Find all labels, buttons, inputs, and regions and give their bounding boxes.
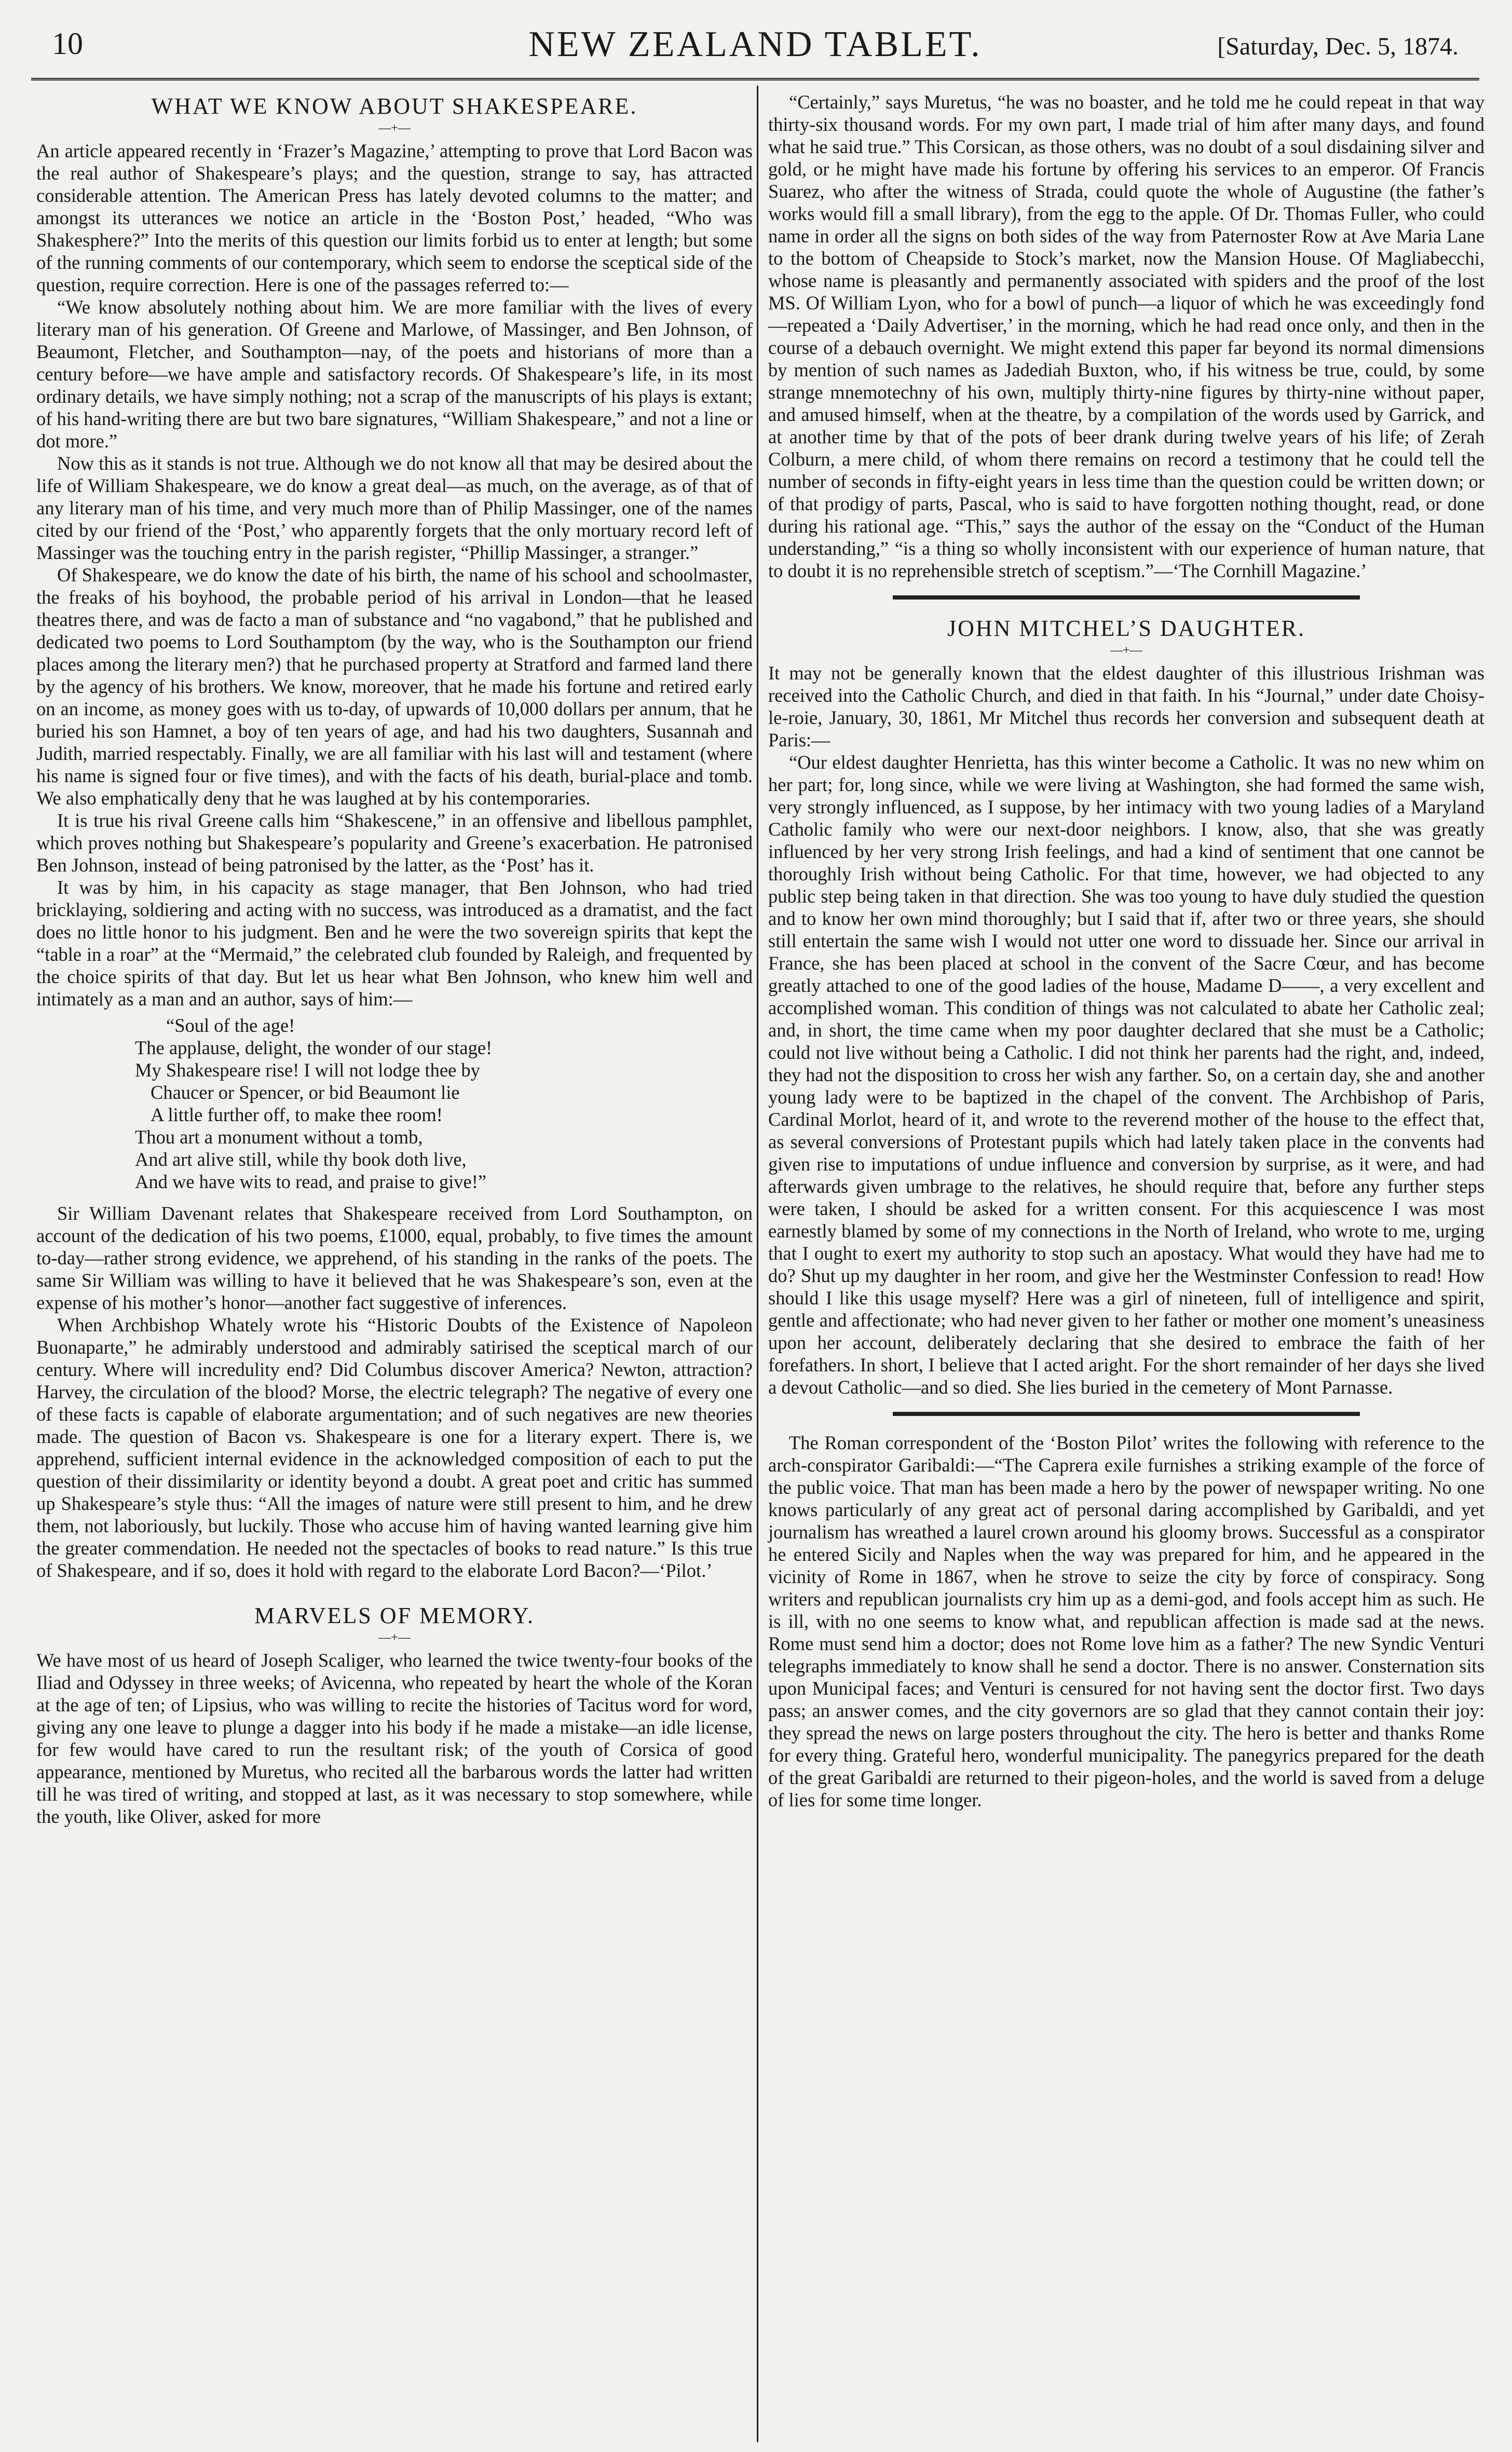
section-ornament: —+— bbox=[1110, 644, 1142, 657]
section-ornament: —+— bbox=[378, 1631, 411, 1644]
poem-line: And art alive still, while thy book doth live, bbox=[135, 1149, 467, 1170]
newspaper-title: NEW ZEALAND TABLET. bbox=[528, 24, 982, 64]
poem-line: The applause, delight, the wonder of our stage! bbox=[135, 1037, 493, 1058]
article-paragraph: It was by him, in his capacity as stage manager, that Ben Johnson, who had tried bricklaying, soldiering and acting with no success, was introduced as a dramatist, and the fact does no little honor to his judgment. Ben and he were the two sovereign spirits that kept the “table in a roar” at the “Mermaid,” the celebrated club founded by Raleigh, and frequented by the choice spirits of that day. But let us hear what Ben Johnson, who knew him well and intimately as a man and an author, says of him:— bbox=[36, 877, 753, 1010]
section-divider bbox=[893, 1412, 1360, 1416]
article-paragraph: “Certainly,” says Muretus, “he was no boaster, and he told me he could repeat in that way thirty-six thousand words. For my own part, I made trial of him after many days, and found what he said true.” This Corsican, as those others, was no doubt of a soul disdaining silver and gold, or he might have made his fortune by offering his services to an emperor. Of Francis Suarez, who after the witness of Strada, could quote the whole of Augustine (the father’s works would fill a small library), from the egg to the apple. Of Dr. Thomas Fuller, who could name in order all the signs on both sides of the way from Paternoster Row at Ave Maria Lane to the bottom of Cheapside to Stock’s market, now the Mansion House. Of Magliabecchi, whose name is pleasantly and permanently associated with spiders and the proof of the lost MS. Of William Lyon, who for a bowl of punch—a liquor of which he was exceedingly fond—repeated a ‘Daily Advertiser,’ in the morning, which he had read once only, and then in the course of a debauch overnight. We might extend this paper far beyond its normal dimensions by mention of such names as Jadediah Buxton, who, if his witness be true, could, by some strange mnemotechny of his own, multiply thirty-nine figures by thirty-nine without paper, and amused himself, when at the theatre, by a compilation of the words used by Garrick, and at another time by that of the pots of beer drank during twelve years of his life; of Zerah Colburn, a mere child, of whom there remains on record a testimony that he could tell the number of seconds in fifty-eight years in less time than the question could be written down; or of that prodigy of parts, Pascal, who is said to have forgotten nothing thought, read, or done during his rational age. “This,” says the author of the essay on the “Conduct of the Human understanding,” “is a thing so wholly inconsistent with our experience of human nature, that to doubt it is no reprehensible stretch of sceptism.”—‘The Cornhill Magazine.’ bbox=[768, 91, 1484, 581]
poem-line: A little further off, to make thee room! bbox=[151, 1104, 443, 1125]
article-paragraph: Now this as it stands is not true. Although we do not know all that may be desired about the life of William Shakespeare, we do know a great deal—as much, on the average, as of that of any literary man of his time, and very much more than of Philip Massinger, one of the names cited by our friend of the ‘Post,’ who apparently forgets that the only mortuary record left of Massinger was the touching entry in the parish register, “Phillip Massinger, a stranger.” bbox=[36, 453, 753, 563]
article-paragraph: The Roman correspondent of the ‘Boston Pilot’ writes the following with reference to the arch-conspirator Garibaldi:—“The Caprera exile furnishes a striking example of the force of the public voice. That man has been made a hero by the power of newspaper writing. No one knows particularly of any great act of personal daring accomplished by Garibaldi, and yet journalism has wreathed a laurel crown around his gloomy brows. Successful as a conspirator he entered Sicily and Naples when the way was prepared for him, and he appeared in the vicinity of Rome in 1867, when he strove to seize the city by force of conspiracy. Song writers and republican journalists cry him up as a demi-god, and fools accept him as such. He is ill, with no one seems to know what, and republican affection is made sad at the news. Rome must send him a doctor; does not Rome love him as a father? The new Syndic Venturi telegraphs immediately to know shall he send a doctor. There is no answer. Consternation sits upon Municipal faces; and Venturi is censured for not having sent the doctor first. Two days pass; an answer comes, and the city governors are so glad that they cannot contain their joy: they spread the news on large posters throughout the city. The hero is better and thanks Rome for every thing. Grateful hero, wonderful municipality. The panegyrics prepared for the death of the great Garibaldi are returned to their pigeon-holes, and the world is saved from a deluge of lies for some time longer. bbox=[768, 1432, 1484, 1810]
poem-line: “Soul of the age! bbox=[166, 1015, 295, 1036]
poem-line: Chaucer or Spencer, or bid Beaumont lie bbox=[151, 1082, 460, 1103]
article-paragraph: An article appeared recently in ‘Frazer’s Magazine,’ attempting to prove that Lord Bacon was the real author of Shakespeare’s plays; and the question, strange to say, has attracted considerable attention. The American Press has lately devoted columns to the matter; and amongst its utterances we notice an article in the ‘Boston Post,’ headed, “Who was Shakesphere?” Into the merits of this question our limits forbid us to enter at length; but some of the running comments of our contemporary, which seem to endorse the sceptical side of the question, require correction. Here is one of the passages referred to:— bbox=[36, 140, 753, 295]
article-title-memory: MARVELS OF MEMORY. bbox=[254, 1603, 535, 1628]
article-paragraph: Sir William Davenant relates that Shakespeare received from Lord Southampton, on account of the dedication of his two poems, £1000, equal, probably, to five times the amount to-day—rather strong evidence, we apprehend, of his standing in the ranks of the poets. The same Sir William was willing to have it believed that he was Shakespeare’s son, even at the expense of his mother’s honor—another fact suggestive of inferences. bbox=[36, 1203, 753, 1313]
right-column bbox=[768, 91, 1484, 1811]
article-paragraph: It is true his rival Greene calls him “Shakescene,” in an offensive and libellous pamphlet, which proves nothing but Shakespeare’s popularity and Greene’s exacerbation. He patronised Ben Johnson, instead of being patronised by the latter, as the ‘Post’ has it. bbox=[36, 810, 753, 876]
poem-line: And we have wits to read, and praise to give!” bbox=[135, 1171, 487, 1192]
left-column bbox=[36, 91, 753, 1828]
page-number: 10 bbox=[52, 26, 83, 61]
issue-date: [Saturday, Dec. 5, 1874. bbox=[1217, 33, 1459, 60]
article-paragraph: When Archbishop Whately wrote his “Historic Doubts of the Existence of Napoleon Buonaparte,” he admirably understood and admirably satirised the sceptical march of our century. Where will incredulity end? Did Columbus discover America? Newton, attraction? Harvey, the circulation of the blood? Morse, the electric telegraph? The negative of every one of these facts is capable of elaborate argumentation; and of such negatives are new theories made. The question of Bacon vs. Shakespeare is one for a literary expert. There is, we apprehend, sufficient internal evidence in the acknowledged composition of each to put the question of their dissimilarity or identity beyond a doubt. A great poet and critic has summed up Shakespeare’s style thus: “All the images of nature were still present to him, and he drew them, not laboriously, but luckily. Those who accuse him of having wanted learning give him the greater commendation. He needed not the spectacles of books to read nature.” Is this true of Shakespeare, and if so, does it hold with regard to the elaborate Lord Bacon?—‘Pilot.’ bbox=[36, 1314, 753, 1581]
article-title-shakespeare: WHAT WE KNOW ABOUT SHAKESPEARE. bbox=[151, 93, 638, 119]
poem-line: Thou art a monument without a tomb, bbox=[135, 1126, 423, 1148]
section-divider bbox=[893, 595, 1360, 600]
article-paragraph: “We know absolutely nothing about him. We are more familiar with the lives of every literary man of his generation. Of Greene and Marlowe, of Massinger, and Ben Johnson, of Beaumont, Fletcher, and Southampton—nay, of the poets and historians of more than a century before—we have ample and satisfactory records. Of Shakespeare’s life, in its most ordinary details, we have simply nothing; not a scrap of the manuscripts of his plays is extant; of his hand-writing there are but two bare signatures, “William Shakespeare,” and not a line or dot more.” bbox=[36, 296, 753, 452]
article-paragraph: “Our eldest daughter Henrietta, has this winter become a Catholic. It was no new whim on her part; for, long since, while we were living at Washington, she had formed the same wish, very strongly influenced, as I suppose, by her intimacy with two young ladies of a Maryland Catholic family who were our next-door neighbors. I know, also, that she was greatly influenced by her very strong Irish feelings, and had a kind of sentiment that one cannot be thoroughly Irish without being Catholic. For that time, however, we had objected to any public step being taken in that direction. She was too young to have duly studied the question and to know her own mind thoroughly; but I said that if, after two or three years, she should still entertain the same wish I would not utter one word to dissuade her. Since our arrival in France, she has been placed at school in the convent of the Sacre Cœur, and has become greatly attached to one of the good ladies of the house, Madame D——, a very excellent and accomplished woman. This condition of things was not calculated to abate her Catholic zeal; and, in short, the time came when my poor daughter declared that she must be a Catholic; could not live without being a Catholic. I did not think her parents had the right, and, indeed, they had not the disposition to cross her wish any farther. So, on a certain day, she and another young lady were to be baptized in the chapel of the convent. The Archbishop of Paris, Cardinal Morlot, heard of it, and wrote to the reverend mother of the house to the effect that, as several conversions of Protestant pupils which had lately taken place in the convents had given rise to imputations of undue influence and conversion by surprise, as it were, and had afterwards given umbrage to the relatives, he should require that, before any further steps were taken, I should be asked for a written consent. For this acquiescence I was most earnestly blamed by some of my connections in the North of Ireland, who wrote to me, urging that I ought to exert my authority to stop such an apostacy. What would they have had me to do? Shut up my daughter in her room, and give her the Westminster Confession to read! How should I like this usage myself? Here was a girl of nineteen, full of intelligence and spirit, gentle and affectionate; who had never given to her father or mother one moment’s uneasiness upon her account, deliberately declaring that she desired to embrace the faith of her forefathers. In short, I believe that I acted aright. For the short remainder of her days she lived a devout Catholic—and so died. She lies buried in the cemetery of Mont Parnasse. bbox=[768, 752, 1484, 1398]
section-ornament: —+— bbox=[378, 121, 411, 135]
poem-quote bbox=[135, 1014, 753, 1193]
column-divider bbox=[757, 86, 758, 2442]
article-paragraph: Of Shakespeare, we do know the date of his birth, the name of his school and schoolmaster, the freaks of his boyhood, the probable period of his arrival in London—that he leased theatres there, and was de facto a man of substance and “no vagabond,” that he published and dedicated two poems to Lord Southamptom (by the way, who is the Southampton our friend places among the literary men?) that he purchased property at Stratford and farmed land there by the agency of his brothers. We know, moreover, that he made his fortune and retired early on an income, as money goes with us to-day, of upwards of 10,000 dollars per annum, that he buried his son Hamnet, a boy of ten years of age, and had his two daughters, Susannah and Judith, married respectably. Finally, we are all familiar with his last will and testament (where his name is signed four or five times), and with the facts of his death, burial-place and tomb. We also emphatically deny that he was laughed at by his contemporaries. bbox=[36, 564, 753, 809]
article-paragraph: We have most of us heard of Joseph Scaliger, who learned the twice twenty-four books of the Iliad and Odyssey in three weeks; of Avicenna, who repeated by heart the whole of the Koran at the age of ten; of Lipsius, who was willing to recite the histories of Tacitus word for word, giving any one leave to plunge a dagger into his body if he made a mistake—an idle license, for few would have cared to run the resultant risk; of the youth of Corsica of good appearance, mentioned by Muretus, who recited all the barbarous words the latter had written till he was tired of writing, and stopped at last, as it was necessary to stop somewhere, while the youth, like Oliver, asked for more bbox=[36, 1650, 753, 1827]
article-paragraph: It may not be generally known that the eldest daughter of this illustrious Irishman was received into the Catholic Church, and died in that faith. In his “Journal,” under date Choisy-le-roie, January, 30, 1861, Mr Mitchel thus records her conversion and subsequent death at Paris:— bbox=[768, 662, 1484, 751]
article-title-mitchel: JOHN MITCHEL’S DAUGHTER. bbox=[947, 616, 1306, 641]
masthead bbox=[31, 21, 1479, 80]
poem-line: My Shakespeare rise! I will not lodge thee by bbox=[135, 1059, 480, 1081]
